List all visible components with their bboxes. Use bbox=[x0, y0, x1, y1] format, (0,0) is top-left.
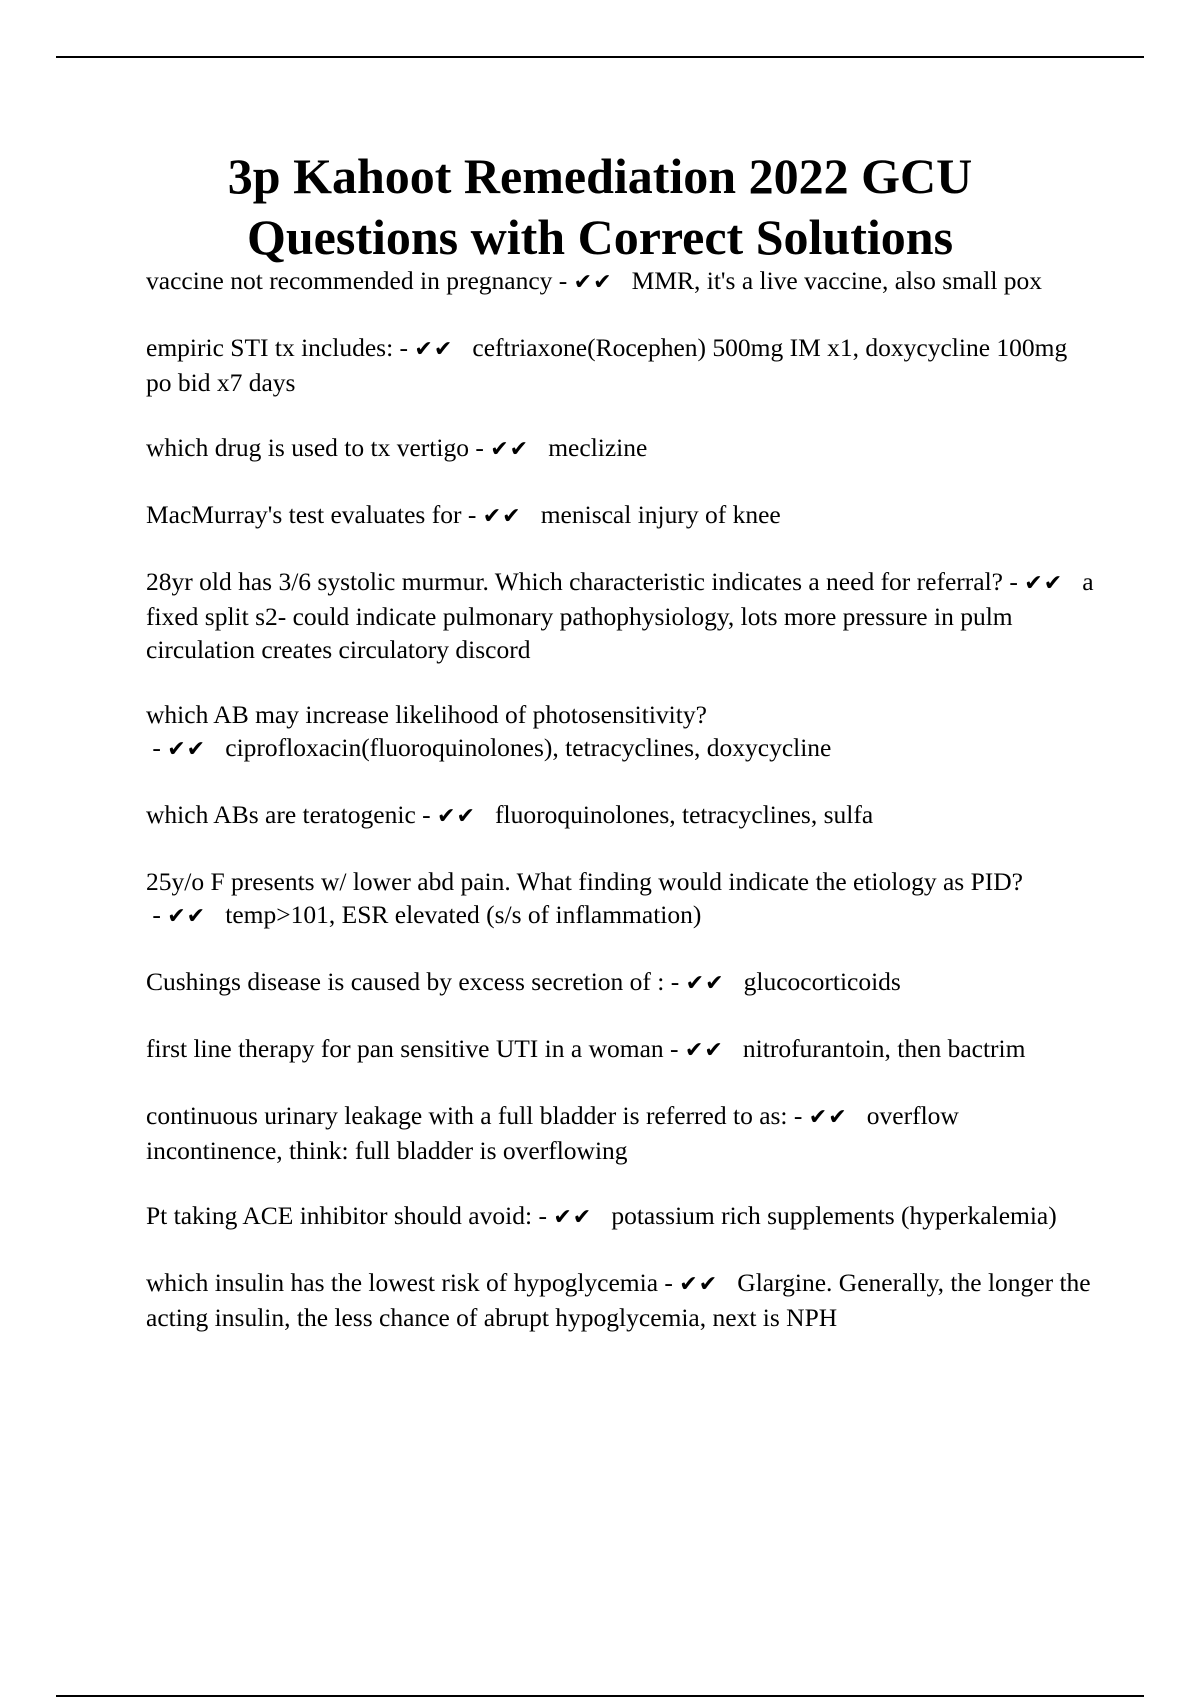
question-text: which drug is used to tx vertigo bbox=[146, 433, 469, 462]
separator: - bbox=[468, 433, 491, 462]
separator: - bbox=[663, 1034, 685, 1063]
qa-item bbox=[146, 331, 1096, 399]
separator: - bbox=[532, 1201, 554, 1230]
separator: - bbox=[664, 967, 686, 996]
separator: - bbox=[415, 800, 438, 829]
answer-text: a fixed split s2- could indicate pulmonary pathophysiology, lots more pressure in pulm circulation creates circulatory discord bbox=[146, 567, 1094, 664]
qa-item bbox=[146, 565, 1096, 666]
answer-text: meniscal injury of knee bbox=[540, 500, 781, 529]
answer-text: ceftriaxone(Rocephen) 500mg IM x1, doxycycline 100mg po bid x7 days bbox=[146, 333, 1068, 397]
double-check-icon: ✔✔ bbox=[167, 737, 207, 762]
question-text: 25y/o F presents w/ lower abd pain. What finding would indicate the etiology as PID? bbox=[146, 867, 1023, 896]
qa-item bbox=[146, 264, 1096, 299]
answer-text: fluoroquinolones, tetracyclines, sulfa bbox=[495, 800, 874, 829]
double-check-icon: ✔✔ bbox=[573, 270, 613, 295]
question-text: which AB may increase likelihood of photosensitivity? bbox=[146, 700, 707, 729]
answer-text: meclizine bbox=[548, 433, 648, 462]
double-check-icon: ✔✔ bbox=[1024, 571, 1064, 596]
answer-text: overflow incontinence, think: full bladder is overflowing bbox=[146, 1101, 959, 1165]
qa-item bbox=[146, 865, 1096, 933]
question-text: vaccine not recommended in pregnancy bbox=[146, 266, 553, 295]
question-text: empiric STI tx includes: bbox=[146, 333, 394, 362]
qa-item bbox=[146, 698, 1096, 766]
separator: - bbox=[658, 1268, 680, 1297]
separator: - bbox=[146, 733, 168, 762]
double-check-icon: ✔✔ bbox=[414, 337, 454, 362]
question-text: MacMurray's test evaluates for bbox=[146, 500, 462, 529]
document-title bbox=[120, 146, 1080, 268]
qa-item bbox=[146, 498, 1096, 533]
separator: - bbox=[787, 1101, 809, 1130]
separator: - bbox=[552, 266, 574, 295]
double-check-icon: ✔✔ bbox=[437, 804, 476, 829]
qa-item bbox=[146, 1199, 1096, 1234]
bottom-rule bbox=[56, 1695, 1144, 1697]
double-check-icon: ✔✔ bbox=[482, 504, 522, 529]
qa-item bbox=[146, 1266, 1096, 1334]
double-check-icon: ✔✔ bbox=[808, 1105, 848, 1130]
double-check-icon: ✔✔ bbox=[684, 1038, 724, 1063]
top-rule bbox=[56, 56, 1144, 58]
answer-text: glucocorticoids bbox=[743, 967, 901, 996]
answer-text: nitrofurantoin, then bactrim bbox=[742, 1034, 1026, 1063]
qa-list bbox=[146, 264, 1096, 1366]
answer-text: Glargine. Generally, the longer the acting insulin, the less chance of abrupt hypoglycemia, next is NPH bbox=[146, 1268, 1091, 1332]
title-line-1: 3p Kahoot Remediation 2022 GCU bbox=[227, 148, 973, 204]
question-text: first line therapy for pan sensitive UTI in a woman bbox=[146, 1034, 664, 1063]
answer-text: temp>101, ESR elevated (s/s of inflammation) bbox=[225, 900, 702, 929]
double-check-icon: ✔✔ bbox=[490, 437, 530, 462]
separator: - bbox=[393, 333, 415, 362]
double-check-icon: ✔✔ bbox=[679, 1272, 719, 1297]
question-text: continuous urinary leakage with a full bladder is referred to as: bbox=[146, 1101, 788, 1130]
double-check-icon: ✔✔ bbox=[685, 971, 725, 996]
qa-item bbox=[146, 431, 1096, 466]
double-check-icon: ✔✔ bbox=[553, 1205, 593, 1230]
qa-item bbox=[146, 1099, 1096, 1167]
question-text: Cushings disease is caused by excess secretion of : bbox=[146, 967, 665, 996]
double-check-icon: ✔✔ bbox=[167, 904, 207, 929]
question-text: which ABs are teratogenic bbox=[146, 800, 416, 829]
question-text: 28yr old has 3/6 systolic murmur. Which characteristic indicates a need for referral? bbox=[146, 567, 1004, 596]
answer-text: MMR, it's a live vaccine, also small pox bbox=[631, 266, 1043, 295]
qa-item bbox=[146, 1032, 1096, 1067]
separator: - bbox=[146, 900, 168, 929]
separator: - bbox=[461, 500, 483, 529]
title-line-2: Questions with Correct Solutions bbox=[246, 209, 954, 265]
qa-item bbox=[146, 798, 1096, 833]
question-text: Pt taking ACE inhibitor should avoid: bbox=[146, 1201, 533, 1230]
separator: - bbox=[1003, 567, 1025, 596]
question-text: which insulin has the lowest risk of hypoglycemia bbox=[146, 1268, 659, 1297]
qa-item bbox=[146, 965, 1096, 1000]
answer-text: ciprofloxacin(fluoroquinolones), tetracyclines, doxycycline bbox=[225, 733, 832, 762]
answer-text: potassium rich supplements (hyperkalemia) bbox=[611, 1201, 1057, 1230]
